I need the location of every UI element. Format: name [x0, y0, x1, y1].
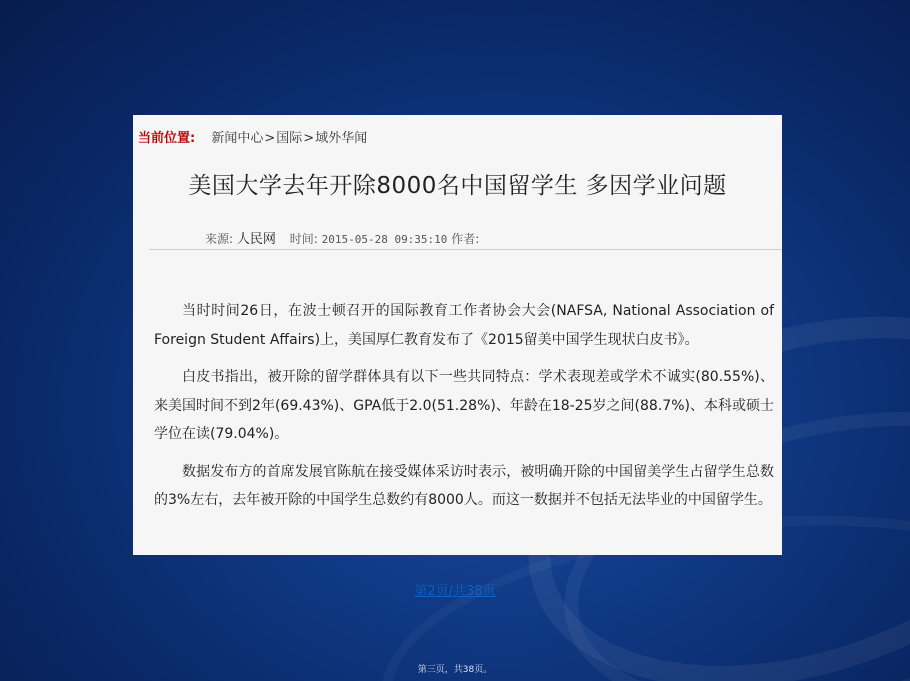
breadcrumb [138, 127, 367, 146]
paragraph: 当时时间26日，在波士顿召开的国际教育工作者协会大会(NAFSA, National Association of Foreign Student Affairs)上，美国厚仁教育发布了《2015留美中国学生现状白皮书》。 [154, 303, 774, 348]
breadcrumb-item-news-center[interactable]: 新闻中心 [211, 131, 264, 146]
article-screenshot [133, 115, 782, 555]
breadcrumb-separator: > [264, 131, 276, 146]
footer-note: 第三页，共38页。 [417, 665, 493, 675]
paragraph: 白皮书指出，被开除的留学群体具有以下一些共同特点：学术表现差或学术不诚实(80.55%)、来美国时间不到2年(69.43%)、GPA低于2.0(51.28%)、年龄在18-25岁之间(88.7%)、本科或硕士学位在读(79.04%)。 [154, 369, 774, 442]
article-meta [205, 228, 479, 247]
breadcrumb-separator: > [303, 131, 315, 146]
paragraph: 数据发布方的首席发展官陈航在接受媒体采访时表示，被明确开除的中国留美学生占留学生总数的3%左右，去年被开除的中国学生总数约有8000人。而这一数据并不包括无法毕业的中国留学生。 [154, 463, 774, 508]
page-indicator-link[interactable]: 第2页/共38页 [414, 584, 496, 599]
breadcrumb-label: 当前位置: [138, 131, 196, 146]
article-title: 美国大学去年开除8000名中国留学生 多因学业问题 [188, 173, 727, 199]
divider [149, 249, 782, 250]
breadcrumb-item-international[interactable]: 国际 [276, 131, 303, 146]
source-name: 人民网 [236, 232, 276, 247]
time-label: 时间: [289, 232, 318, 246]
breadcrumb-item-overseas-chinese-news[interactable]: 域外华闻 [315, 131, 368, 146]
author-label: 作者: [451, 232, 480, 246]
time-value: 2015-05-28 09:35:10 [321, 233, 448, 246]
source-label: 来源: [205, 232, 234, 246]
article-body [154, 297, 774, 524]
